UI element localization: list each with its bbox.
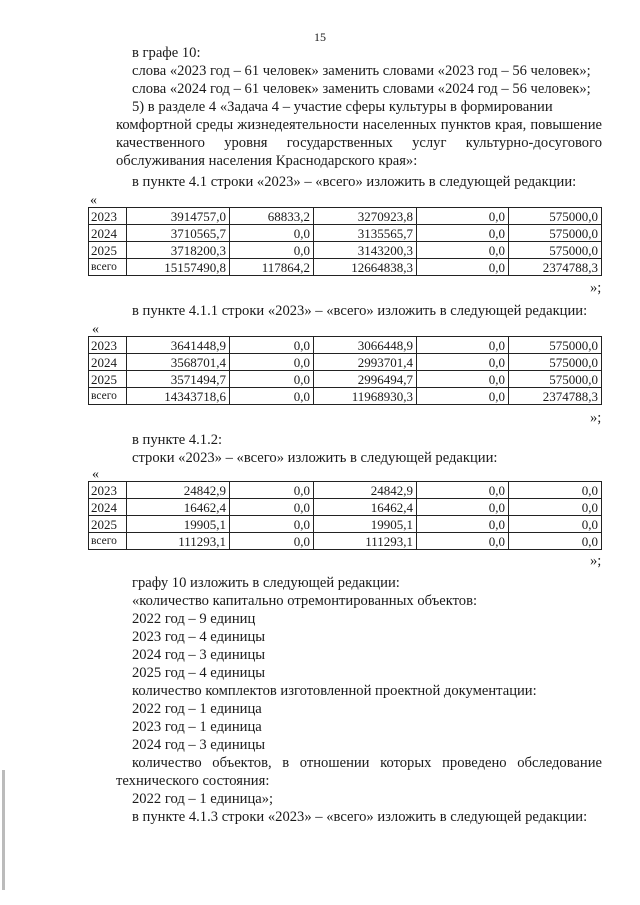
table-cell: 3718200,3 bbox=[127, 242, 230, 259]
section-1-open-quote: « bbox=[90, 193, 97, 208]
table-cell: 2024 bbox=[89, 354, 127, 371]
intro-line-2: слова «2023 год – 61 человек» заменить словами «2023 год – 56 человек»; bbox=[132, 63, 591, 79]
tail-line-12: технического состояния: bbox=[116, 773, 270, 789]
table-cell: 0,0 bbox=[417, 499, 509, 516]
table-cell: 11968930,3 bbox=[314, 388, 417, 405]
table-cell: 0,0 bbox=[417, 388, 509, 405]
section-2-heading: в пункте 4.1.1 строки «2023» – «всего» изложить в следующей редакции: bbox=[132, 303, 588, 319]
tail-line-6: 2025 год – 4 единицы bbox=[132, 665, 266, 681]
table-cell: 0,0 bbox=[417, 533, 509, 550]
section-3-close-quote: »; bbox=[590, 553, 602, 569]
table-cell: 3066448,9 bbox=[314, 337, 417, 354]
table-cell: 2374788,3 bbox=[509, 388, 602, 405]
table-row bbox=[89, 499, 602, 516]
table-cell: 2023 bbox=[89, 208, 127, 225]
table-cell: 24842,9 bbox=[127, 482, 230, 499]
table-cell: 2023 bbox=[89, 337, 127, 354]
table-cell: 0,0 bbox=[417, 516, 509, 533]
table-cell: 2024 bbox=[89, 499, 127, 516]
table-cell: 0,0 bbox=[509, 482, 602, 499]
table-row bbox=[89, 388, 602, 405]
section-2-table bbox=[88, 336, 602, 405]
table-cell: 111293,1 bbox=[314, 533, 417, 550]
table-cell: 0,0 bbox=[230, 482, 314, 499]
table-cell: 15157490,8 bbox=[127, 259, 230, 276]
table-cell: 0,0 bbox=[230, 337, 314, 354]
table-cell: 3914757,0 bbox=[127, 208, 230, 225]
table-row bbox=[89, 516, 602, 533]
table-row bbox=[89, 242, 602, 259]
table-row bbox=[89, 533, 602, 550]
table-cell: всего bbox=[89, 388, 127, 405]
table-cell: 12664838,3 bbox=[314, 259, 417, 276]
table-cell: 0,0 bbox=[509, 533, 602, 550]
table-row bbox=[89, 482, 602, 499]
section-3-open-quote: « bbox=[92, 467, 99, 482]
intro-line-4: 5) в разделе 4 «Задача 4 – участие сферы культуры в формировании bbox=[132, 99, 553, 115]
table-cell: 0,0 bbox=[417, 354, 509, 371]
table-cell: 2023 bbox=[89, 482, 127, 499]
section-3-subheading: строки «2023» – «всего» изложить в следующей редакции: bbox=[132, 450, 498, 466]
tail-line-5: 2024 год – 3 единицы bbox=[132, 647, 266, 663]
table-cell: 0,0 bbox=[417, 337, 509, 354]
table-row bbox=[89, 225, 602, 242]
table-cell: 0,0 bbox=[230, 499, 314, 516]
table-cell: 2024 bbox=[89, 225, 127, 242]
table-cell: 16462,4 bbox=[127, 499, 230, 516]
table-cell: 3641448,9 bbox=[127, 337, 230, 354]
table-cell: 16462,4 bbox=[314, 499, 417, 516]
table-cell: 0,0 bbox=[417, 208, 509, 225]
table-cell: 0,0 bbox=[417, 259, 509, 276]
tail-line-8: 2022 год – 1 единица bbox=[132, 701, 262, 717]
table-cell: 575000,0 bbox=[509, 225, 602, 242]
tail-line-3: 2022 год – 9 единиц bbox=[132, 611, 256, 627]
intro-line-3: слова «2024 год – 61 человек» заменить словами «2024 год – 56 человек»; bbox=[132, 81, 591, 97]
table-cell: 3568701,4 bbox=[127, 354, 230, 371]
section-3-table bbox=[88, 481, 602, 550]
table-cell: 2025 bbox=[89, 242, 127, 259]
table-cell: 117864,2 bbox=[230, 259, 314, 276]
table-cell: всего bbox=[89, 533, 127, 550]
table-cell: 2374788,3 bbox=[509, 259, 602, 276]
table-cell: 0,0 bbox=[230, 533, 314, 550]
tail-line-10: 2024 год – 3 единицы bbox=[132, 737, 266, 753]
table-cell: 0,0 bbox=[509, 499, 602, 516]
table-cell: 0,0 bbox=[230, 516, 314, 533]
tail-line-1: графу 10 изложить в следующей редакции: bbox=[132, 575, 400, 591]
tail-line-7: количество комплектов изготовленной проектной документации: bbox=[132, 683, 537, 699]
tail-line-13: 2022 год – 1 единица»; bbox=[132, 791, 274, 807]
intro-line-1: в графе 10: bbox=[132, 45, 201, 61]
tail-line-4: 2023 год – 4 единицы bbox=[132, 629, 266, 645]
table-cell: 3571494,7 bbox=[127, 371, 230, 388]
table-cell: 0,0 bbox=[230, 388, 314, 405]
table-row bbox=[89, 371, 602, 388]
tail-line-14: в пункте 4.1.3 строки «2023» – «всего» изложить в следующей редакции: bbox=[132, 809, 588, 825]
table-row bbox=[89, 208, 602, 225]
tail-line-9: 2023 год – 1 единица bbox=[132, 719, 262, 735]
section-1-heading: в пункте 4.1 строки «2023» – «всего» изложить в следующей редакции: bbox=[132, 174, 577, 190]
table-row bbox=[89, 259, 602, 276]
table-cell: 68833,2 bbox=[230, 208, 314, 225]
table-cell: 0,0 bbox=[230, 354, 314, 371]
table-cell: 3135565,7 bbox=[314, 225, 417, 242]
table-cell: 0,0 bbox=[417, 225, 509, 242]
table-cell: 0,0 bbox=[417, 242, 509, 259]
table-cell: 0,0 bbox=[417, 371, 509, 388]
table-cell: 3143200,3 bbox=[314, 242, 417, 259]
table-cell: 19905,1 bbox=[127, 516, 230, 533]
table-cell: 3270923,8 bbox=[314, 208, 417, 225]
table-cell: 2996494,7 bbox=[314, 371, 417, 388]
intro-line-5: комфортной среды жизнедеятельности населенных пунктов края, повышение bbox=[116, 117, 602, 133]
table-cell: 14343718,6 bbox=[127, 388, 230, 405]
table-cell: 0,0 bbox=[230, 225, 314, 242]
section-2-open-quote: « bbox=[92, 322, 99, 337]
table-cell: 575000,0 bbox=[509, 337, 602, 354]
table-cell: 19905,1 bbox=[314, 516, 417, 533]
table-row bbox=[89, 354, 602, 371]
table-cell: 0,0 bbox=[230, 371, 314, 388]
table-cell: 24842,9 bbox=[314, 482, 417, 499]
table-cell: 0,0 bbox=[509, 516, 602, 533]
table-row bbox=[89, 337, 602, 354]
section-1-table bbox=[88, 207, 602, 276]
table-cell: 2025 bbox=[89, 516, 127, 533]
section-2-close-quote: »; bbox=[590, 410, 602, 426]
table-cell: всего bbox=[89, 259, 127, 276]
table-cell: 2025 bbox=[89, 371, 127, 388]
section-3-heading: в пункте 4.1.2: bbox=[132, 432, 223, 448]
page-number: 15 bbox=[314, 30, 326, 44]
table-cell: 0,0 bbox=[230, 242, 314, 259]
tail-line-2: «количество капитально отремонтированных объектов: bbox=[132, 593, 478, 609]
table-cell: 3710565,7 bbox=[127, 225, 230, 242]
table-cell: 575000,0 bbox=[509, 208, 602, 225]
table-cell: 575000,0 bbox=[509, 242, 602, 259]
intro-line-6: качественного уровня государственных услуг культурно-досугового bbox=[116, 135, 602, 151]
table-cell: 2993701,4 bbox=[314, 354, 417, 371]
scan-edge-mark bbox=[2, 770, 5, 890]
intro-line-7: обслуживания населения Краснодарского края»: bbox=[116, 153, 418, 169]
table-cell: 111293,1 bbox=[127, 533, 230, 550]
table-cell: 575000,0 bbox=[509, 354, 602, 371]
section-1-close-quote: »; bbox=[590, 280, 602, 296]
table-cell: 575000,0 bbox=[509, 371, 602, 388]
table-cell: 0,0 bbox=[417, 482, 509, 499]
tail-line-11: количество объектов, в отношении которых проведено обследование bbox=[132, 755, 602, 771]
